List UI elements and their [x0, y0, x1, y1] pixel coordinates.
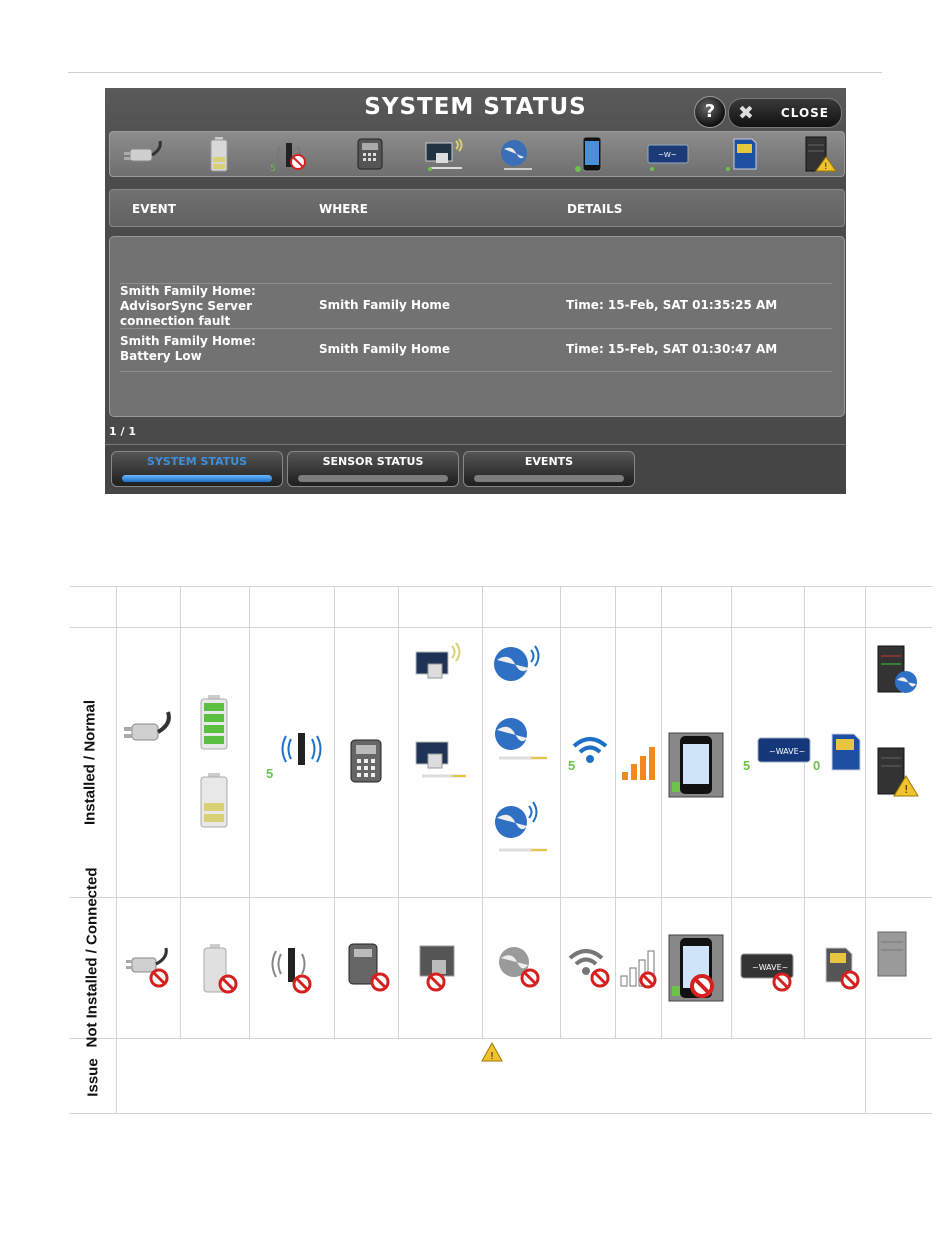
camera-network-icon[interactable]	[422, 135, 466, 173]
svg-text:!: !	[824, 162, 828, 172]
close-icon: ✖	[738, 102, 754, 124]
where-cell: Smith Family Home	[319, 342, 450, 356]
phone-line-disabled-icon	[346, 942, 394, 996]
details-cell: Time: 15-Feb, SAT 01:35:25 AM	[566, 298, 778, 312]
zwave-disabled-icon	[740, 952, 798, 994]
where-cell: Smith Family Home	[319, 298, 450, 312]
sensor-count: 5	[266, 766, 274, 781]
event-list	[109, 236, 845, 417]
help-button[interactable]: ?	[694, 96, 726, 128]
globe-wired-icon	[491, 714, 547, 766]
event-table-header	[109, 189, 845, 227]
wifi-count: 5	[568, 758, 576, 773]
svg-text:~WAVE~: ~WAVE~	[769, 747, 806, 756]
sd-card-icon[interactable]	[722, 135, 766, 173]
svg-text:~WAVE~: ~WAVE~	[752, 963, 789, 972]
column-header-where: WHERE	[319, 202, 368, 216]
close-label: CLOSE	[780, 106, 829, 120]
svg-text:!: !	[490, 1051, 495, 1062]
globe-wifi-icon	[491, 642, 547, 686]
panel-title: SYSTEM STATUS	[364, 94, 587, 120]
cellular-signal-disabled-icon	[618, 946, 662, 990]
tab-system-status[interactable]	[111, 451, 283, 487]
wireless-sensor-icon	[274, 731, 330, 767]
tab-events[interactable]	[463, 451, 635, 487]
close-button[interactable]	[728, 98, 842, 128]
sd-count: 0	[813, 758, 821, 773]
camera-wifi-icon	[412, 642, 468, 688]
svg-text:!: !	[904, 783, 909, 796]
ac-power-plug-icon	[124, 704, 178, 758]
zwave-count: 5	[743, 758, 751, 773]
battery-icon[interactable]	[200, 135, 244, 173]
tab-indicator	[298, 475, 448, 482]
column-header-event: EVENT	[132, 202, 176, 216]
page-indicator: 1 / 1	[109, 425, 136, 438]
status-icon-bar	[109, 131, 845, 177]
table-row[interactable]	[120, 283, 832, 329]
sd-card-icon	[828, 732, 864, 772]
server-warning-icon[interactable]	[796, 135, 840, 173]
internet-globe-icon[interactable]	[494, 135, 538, 173]
page-divider	[68, 72, 882, 73]
wireless-sensor-icon[interactable]	[268, 135, 312, 173]
svg-text:~W~: ~W~	[658, 151, 677, 159]
smartphone-icon[interactable]	[570, 135, 614, 173]
bottom-tab-bar	[105, 444, 846, 494]
wireless-sensor-disabled-icon	[264, 946, 320, 996]
globe-wifi-wired-icon	[491, 800, 547, 858]
ac-power-plug-icon[interactable]	[124, 135, 168, 173]
wifi-icon	[570, 732, 610, 768]
table-row[interactable]	[120, 328, 832, 372]
svg-text:5: 5	[270, 164, 276, 173]
row-label-issue: Issue	[84, 1058, 102, 1097]
wifi-disabled-icon	[566, 942, 614, 992]
phone-line-icon	[348, 738, 384, 784]
camera-wired-icon	[412, 738, 468, 784]
phone-line-icon[interactable]	[348, 135, 392, 173]
camera-disabled-icon	[416, 940, 472, 996]
smartphone-disabled-icon	[668, 934, 724, 1002]
details-cell: Time: 15-Feb, SAT 01:30:47 AM	[566, 342, 778, 356]
icon-legend-table	[70, 586, 932, 1114]
sd-card-disabled-icon	[822, 946, 864, 992]
tab-sensor-status[interactable]	[287, 451, 459, 487]
tab-indicator	[474, 475, 624, 482]
smartphone-icon	[668, 732, 724, 798]
tab-label: SYSTEM STATUS	[146, 455, 248, 468]
row-label-installed: Installed / Normal	[81, 699, 99, 826]
system-status-panel	[105, 88, 846, 494]
battery-half-icon	[197, 772, 231, 828]
battery-disabled-icon	[198, 942, 242, 998]
zwave-icon	[757, 736, 811, 764]
warning-icon	[481, 1042, 503, 1062]
column-header-details: DETAILS	[567, 202, 623, 216]
globe-disabled-icon	[494, 942, 546, 992]
server-warning-icon	[872, 746, 920, 800]
row-label-not-installed: Not Installed / Connected	[83, 867, 101, 1048]
tab-label: SENSOR STATUS	[322, 455, 424, 468]
tab-label: EVENTS	[524, 455, 574, 468]
ac-power-plug-disabled-icon	[126, 944, 176, 990]
event-cell: Smith Family Home: Battery Low	[120, 334, 256, 363]
zwave-icon[interactable]	[646, 135, 690, 173]
event-cell: Smith Family Home: AdvisorSync Server connection fault	[120, 284, 256, 328]
cellular-signal-icon	[620, 742, 660, 782]
server-inactive-icon	[874, 930, 910, 978]
server-globe-icon	[872, 644, 920, 698]
battery-full-icon	[197, 694, 231, 750]
tab-indicator	[122, 475, 272, 482]
